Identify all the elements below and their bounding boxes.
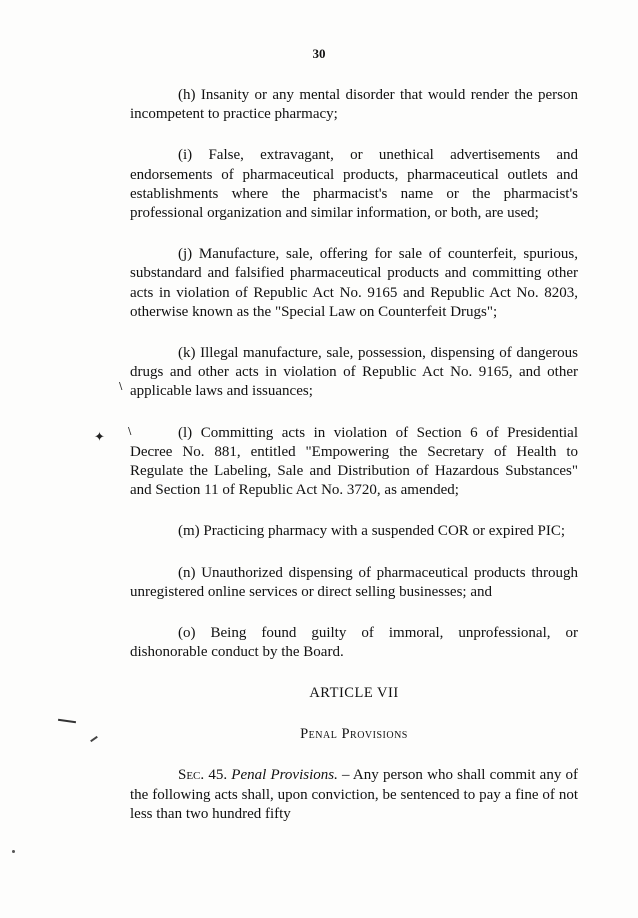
article-heading: ARTICLE VII [309,685,399,702]
item-text: Illegal manufacture, sale, possession, dispensing of dangerous drugs and other acts in violation of Republic Act No. 9165, and other applicable laws and issuances; [130,345,579,400]
margin-tick-mark: \ [128,426,132,437]
margin-scribble-mark [58,719,76,723]
item-text: Being found guilty of immoral, unprofessional, or dishonorable conduct by the Board. [130,625,578,661]
item-text: Committing acts in violation of Section 6 of Presidential Decree No. 881, entitled "Empowering the Secretary of Health to Regulate the Labeling, Sale and Distribution of Hazardous Substances" and Section 11 of Republic Act No. 3720, as amended; [130,424,578,499]
list-item [130,564,578,602]
item-text: False, extravagant, or unethical advertisements and endorsements of pharmaceutical products, pharmaceutical outlets and establishments where the pharmacist's name or the pharmacist's professional organization and similar information, or both, are used; [130,147,578,222]
item-marker: (j) [178,246,193,263]
item-text: Insanity or any mental disorder that would render the person incompetent to practice pharmacy; [130,87,578,123]
item-marker: (h) [178,87,196,103]
item-text: Practicing pharmacy with a suspended COR or expired PIC; [203,523,566,540]
item-marker: (n) [178,564,196,581]
page-body [130,86,578,824]
item-marker: (i) [178,147,193,164]
item-marker: (k) [178,345,196,362]
item-text: Unauthorized dispensing of pharmaceutical products through unregistered online services or direct selling businesses; and [130,564,579,600]
section-text: Any person who shall commit any of the following acts shall, upon conviction, be sentenced to pay a fine of not less than two hundred fifty [130,767,579,822]
list-item [130,624,578,662]
margin-dot-mark [12,850,15,853]
margin-arrow-mark: ✦ [94,430,105,445]
list-item [130,424,578,501]
list-item [130,245,578,322]
section-dash: – [342,767,350,784]
list-item [130,146,578,223]
section-title: Penal Provisions. [231,767,338,784]
list-item [130,522,578,541]
item-text: Manufacture, sale, offering for sale of counterfeit, spurious, substandard and falsified pharmaceutical products and committing other acts in violation of Republic Act No. 9165 and Republic Act No. 8203, otherwise known as the "Special Law on Counterfeit Drugs"; [130,246,578,320]
page-number: 30 [312,46,326,61]
list-item [130,344,578,402]
section-number: Sec. 45. [178,767,228,784]
margin-scribble-mark [90,736,98,742]
item-marker: (l) [178,424,193,441]
margin-tick-mark: \ [119,381,123,392]
article-subheading: Penal Provisions [300,726,408,743]
item-marker: (m) [178,523,200,540]
list-item [130,86,578,124]
item-marker: (o) [178,625,196,642]
section-paragraph [130,766,578,824]
